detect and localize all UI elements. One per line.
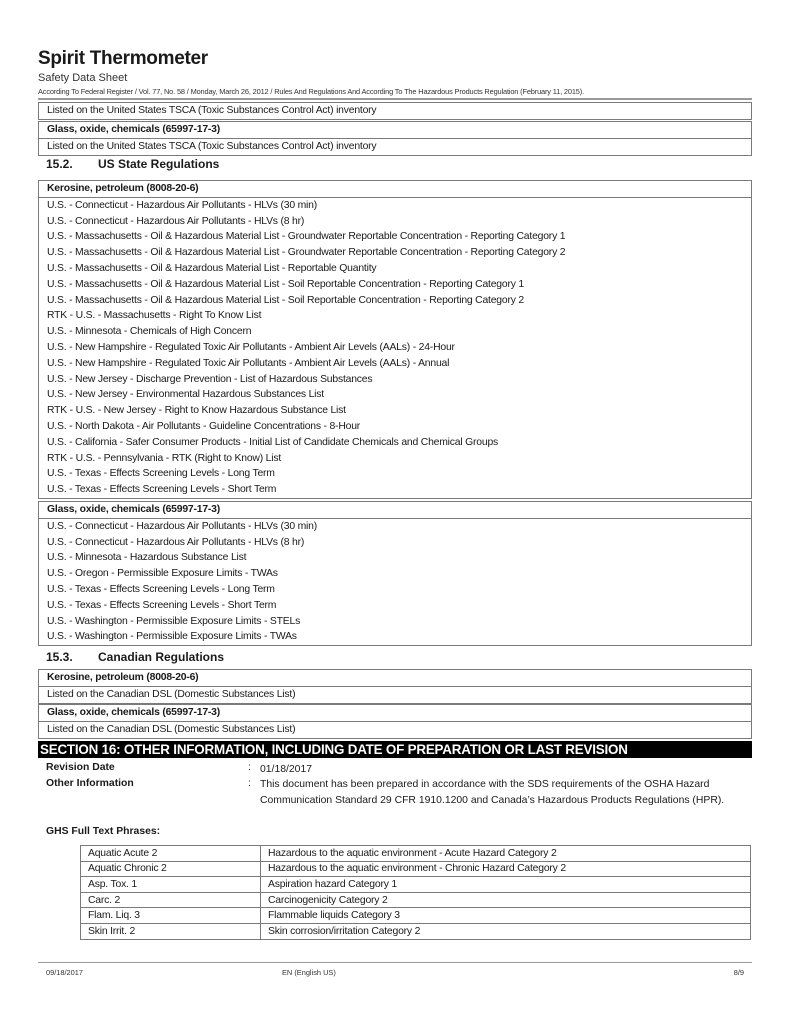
state-regs-list: [39, 519, 751, 645]
list-item: U.S. - Massachusetts - Oil & Hazardous Material List - Soil Reportable Concentration - Reporting Category 1: [47, 278, 524, 290]
section-number: 15.3.: [46, 650, 73, 664]
hazard-statement-cell: Skin corrosion/irritation Category 2: [261, 923, 751, 939]
other-info-label: Other Information: [46, 778, 134, 789]
list-item: RTK - U.S. - New Jersey - Right to Know Hazardous Substance List: [47, 405, 346, 417]
list-item: U.S. - Minnesota - Chemicals of High Concern: [47, 326, 252, 338]
list-item: U.S. - Minnesota - Hazardous Substance List: [47, 552, 247, 564]
list-item: U.S. - Massachusetts - Oil & Hazardous Material List - Groundwater Reportable Concentration - Reporting Category 1: [47, 231, 566, 243]
header-divider: [38, 98, 752, 100]
substance-header: Glass, oxide, chemicals (65997-17-3): [39, 705, 751, 722]
list-item: U.S. - Texas - Effects Screening Levels - Long Term: [47, 583, 275, 595]
tsca-box-glass: [38, 121, 752, 156]
state-regs-list: [39, 198, 751, 498]
list-item: U.S. - North Dakota - Air Pollutants - Guideline Concentrations - 8-Hour: [47, 420, 361, 432]
section-number: 15.2.: [46, 157, 73, 171]
list-item: U.S. - New Jersey - Environmental Hazardous Substances List: [47, 389, 324, 401]
tsca-box-kerosine: [38, 102, 752, 120]
list-item: U.S. - Texas - Effects Screening Levels - Short Term: [47, 484, 277, 496]
table-row: [81, 908, 751, 924]
list-item: U.S. - Massachusetts - Oil & Hazardous Material List - Soil Reportable Concentration - Reporting Category 2: [47, 294, 524, 306]
footer-language: EN (English US): [282, 968, 336, 977]
hazard-class-cell: Aquatic Chronic 2: [81, 861, 261, 877]
canada-box-glass: [38, 704, 752, 739]
ghs-phrases-table: [80, 845, 751, 940]
document-title: Spirit Thermometer: [38, 48, 208, 69]
footer-date: 09/18/2017: [46, 968, 83, 977]
list-item: U.S. - Texas - Effects Screening Levels - Long Term: [47, 468, 275, 480]
section-title: Canadian Regulations: [98, 650, 225, 664]
list-item: RTK - U.S. - Pennsylvania - RTK (Right to Know) List: [47, 452, 282, 464]
list-item: U.S. - Washington - Permissible Exposure Limits - TWAs: [47, 631, 297, 643]
hazard-class-cell: Carc. 2: [81, 892, 261, 908]
table-row: [81, 846, 751, 862]
list-item: Listed on the Canadian DSL (Domestic Substances List): [47, 723, 296, 735]
hazard-class-cell: Aquatic Acute 2: [81, 846, 261, 862]
substance-header: Glass, oxide, chemicals (65997-17-3): [39, 122, 751, 139]
canada-box-kerosine: [38, 669, 752, 704]
list-item: U.S. - Connecticut - Hazardous Air Pollutants - HLVs (30 min): [47, 199, 317, 211]
table-row: [81, 877, 751, 893]
list-item: U.S. - Texas - Effects Screening Levels - Short Term: [47, 599, 277, 611]
list-item: U.S. - Massachusetts - Oil & Hazardous Material List - Groundwater Reportable Concentration - Reporting Category 2: [47, 247, 566, 259]
hazard-class-cell: Skin Irrit. 2: [81, 923, 261, 939]
table-row: [81, 923, 751, 939]
list-item: Listed on the United States TSCA (Toxic Substances Control Act) inventory: [47, 140, 377, 152]
section-title: US State Regulations: [98, 157, 220, 171]
substance-header: Glass, oxide, chemicals (65997-17-3): [39, 502, 751, 519]
list-item: U.S. - Washington - Permissible Exposure Limits - STELs: [47, 615, 301, 627]
list-item: U.S. - Massachusetts - Oil & Hazardous Material List - Reportable Quantity: [47, 262, 377, 274]
list-item: U.S. - Connecticut - Hazardous Air Pollutants - HLVs (30 min): [47, 520, 317, 532]
section-15-3-heading: [46, 650, 224, 664]
other-info-value: This document has been prepared in accordance with the SDS requirements of the OSHA Hazard Communication Standard 29 CFR 1910.1200 and Canada’s Hazardous Products Regulations (HPR).: [260, 779, 725, 806]
hazard-statement-cell: Hazardous to the aquatic environment - Acute Hazard Category 2: [261, 846, 751, 862]
list-item: Listed on the United States TSCA (Toxic Substances Control Act) inventory: [47, 105, 377, 116]
hazard-statement-cell: Flammable liquids Category 3: [261, 908, 751, 924]
list-item: U.S. - Connecticut - Hazardous Air Pollutants - HLVs (8 hr): [47, 536, 305, 548]
table-row: [81, 861, 751, 877]
hazard-statement-cell: Carcinogenicity Category 2: [261, 892, 751, 908]
table-row: [81, 892, 751, 908]
regulation-reference: According To Federal Register / Vol. 77, No. 58 / Monday, March 26, 2012 / Rules And Regulations And According To The Hazardous Products Regulation (February 11, 2015).: [38, 87, 584, 96]
substance-header: Kerosine, petroleum (8008-20-6): [39, 670, 751, 687]
substance-header: Kerosine, petroleum (8008-20-6): [39, 181, 751, 198]
section-15-2-heading: [46, 157, 219, 171]
section-16-heading: SECTION 16: OTHER INFORMATION, INCLUDING DATE OF PREPARATION OR LAST REVISION: [38, 741, 752, 758]
hazard-statement-cell: Aspiration hazard Category 1: [261, 877, 751, 893]
footer-page-number: 8/9: [733, 968, 744, 977]
hazard-class-cell: Flam. Liq. 3: [81, 908, 261, 924]
list-item: RTK - U.S. - Massachusetts - Right To Know List: [47, 310, 262, 322]
list-item: U.S. - Connecticut - Hazardous Air Pollutants - HLVs (8 hr): [47, 215, 305, 227]
hazard-statement-cell: Hazardous to the aquatic environment - Chronic Hazard Category 2: [261, 861, 751, 877]
colon: :: [248, 762, 251, 773]
footer-divider: [38, 962, 752, 963]
hazard-class-cell: Asp. Tox. 1: [81, 877, 261, 893]
list-item: Listed on the Canadian DSL (Domestic Substances List): [47, 688, 296, 700]
list-item: U.S. - Oregon - Permissible Exposure Limits - TWAs: [47, 568, 278, 580]
list-item: U.S. - New Jersey - Discharge Prevention - List of Hazardous Substances: [47, 373, 373, 385]
state-regs-box-kerosine: [38, 180, 752, 499]
colon: :: [248, 778, 251, 789]
revision-date-value: 01/18/2017: [260, 764, 313, 775]
list-item: U.S. - New Hampshire - Regulated Toxic Air Pollutants - Ambient Air Levels (AALs) - Annual: [47, 357, 450, 369]
list-item: U.S. - California - Safer Consumer Products - Initial List of Candidate Chemicals and Chemical Groups: [47, 436, 499, 448]
ghs-phrases-title: GHS Full Text Phrases:: [46, 826, 161, 837]
revision-date-label: Revision Date: [46, 762, 115, 773]
document-subtitle: Safety Data Sheet: [38, 72, 128, 84]
list-item: U.S. - New Hampshire - Regulated Toxic Air Pollutants - Ambient Air Levels (AALs) - 24-Hour: [47, 341, 455, 353]
state-regs-box-glass: [38, 501, 752, 646]
